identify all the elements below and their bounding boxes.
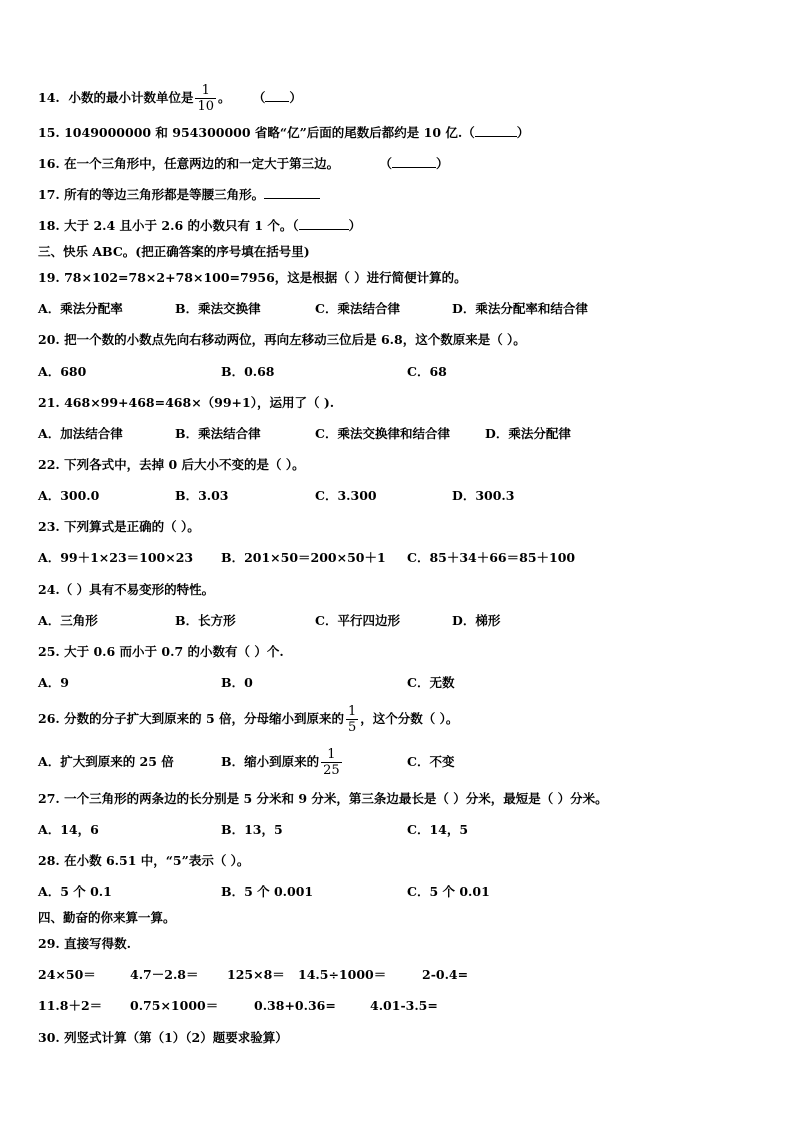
option-d[interactable]: D．梯形 xyxy=(452,613,501,628)
option-c[interactable]: C．85＋34＋66＝85＋100 xyxy=(407,550,576,565)
question-text: 小数的最小计数单位是 xyxy=(68,90,194,105)
question-26 xyxy=(38,702,458,736)
option-c[interactable]: C．14，5 xyxy=(407,822,469,837)
section-heading-4: 四、勤奋的你来算一算。 xyxy=(38,910,176,925)
question-number: 18. xyxy=(38,218,60,233)
section-heading-3: 三、快乐 ABC。(把正确答案的序号填在括号里) xyxy=(38,244,310,259)
answer-blank[interactable] xyxy=(392,155,436,168)
option-b[interactable]: B．5 个 0.001 xyxy=(221,884,314,899)
option-a[interactable]: A．5 个 0.1 xyxy=(38,884,112,899)
option-b[interactable] xyxy=(221,744,344,780)
question-21: 21. 468×99+468=468×（99+1），运用了（ ). xyxy=(38,395,335,410)
question-text-tail: ，这个分数（ ）。 xyxy=(360,711,459,726)
question-28: 28. 在小数 6.51 中，“5”表示（ ）。 xyxy=(38,853,250,868)
calc-item: 4.01-3.5= xyxy=(370,998,438,1013)
answer-blank[interactable] xyxy=(475,124,517,137)
option-a[interactable]: A．乘法分配率 xyxy=(38,301,123,316)
calc-item: 0.38+0.36= xyxy=(254,998,336,1013)
option-c[interactable]: C．乘法交换律和结合律 xyxy=(315,426,450,441)
question-number: 14. xyxy=(38,90,60,105)
fraction-numerator: 1 xyxy=(348,704,357,719)
question-16 xyxy=(38,155,449,173)
fraction-denominator: 25 xyxy=(323,763,340,778)
question-14 xyxy=(38,84,302,113)
question-19: 19. 78×102=78×2+78×100=7956，这是根据（ ）进行简便计算的。 xyxy=(38,270,467,285)
fraction-numerator: 1 xyxy=(195,84,216,99)
option-b[interactable]: B．乘法交换律 xyxy=(175,301,261,316)
question-text: 26. 分数的分子扩大到原来的 5 倍，分母缩小到原来的 xyxy=(38,711,345,726)
option-b[interactable]: B．13，5 xyxy=(221,822,283,837)
paren-close: ） xyxy=(348,218,362,233)
option-d[interactable]: D．乘法分配律 xyxy=(485,426,571,441)
option-c[interactable]: C．68 xyxy=(407,364,447,379)
fraction-denominator: 10 xyxy=(197,99,215,114)
option-d[interactable]: D．300.3 xyxy=(452,488,515,503)
option-a[interactable]: A．扩大到原来的 25 倍 xyxy=(38,754,174,769)
question-text: 大于 2.4 且小于 2.6 的小数只有 1 个。（ xyxy=(64,218,299,233)
calc-item: 24×50＝ xyxy=(38,967,96,982)
option-a[interactable]: A．加法结合律 xyxy=(38,426,123,441)
question-text: 所有的等边三角形都是等腰三角形。 xyxy=(64,187,265,202)
option-b[interactable]: B．0.68 xyxy=(221,364,275,379)
question-30: 30. 列竖式计算（第（1）（2）题要求验算） xyxy=(38,1030,288,1045)
question-15 xyxy=(38,124,529,142)
question-text: 1049000000 和 954300000 省略“亿”后面的尾数后都约是 10 亿.（ xyxy=(64,125,475,140)
option-a[interactable]: A．300.0 xyxy=(38,488,100,503)
fraction xyxy=(346,705,358,734)
option-c[interactable]: C．乘法结合律 xyxy=(315,301,400,316)
question-27: 27. 一个三角形的两条边的长分别是 5 分米和 9 分米，第三条边最长是（ ）分米，最短是（ ）分米。 xyxy=(38,791,608,806)
question-20: 20. 把一个数的小数点先向右移动两位，再向左移动三位后是 6.8，这个数原来是（ ）。 xyxy=(38,332,526,347)
answer-blank[interactable] xyxy=(265,89,289,102)
question-25: 25. 大于 0.6 而小于 0.7 的小数有（ ）个. xyxy=(38,644,284,659)
punctuation: 。 xyxy=(218,90,231,105)
question-22: 22. 下列各式中，去掉 0 后大小不变的是（ ）。 xyxy=(38,457,305,472)
option-c[interactable]: C．无数 xyxy=(407,675,455,690)
question-18 xyxy=(38,217,361,235)
paren-close: ） xyxy=(289,90,302,105)
paren-close: ） xyxy=(436,156,449,171)
option-b[interactable]: B．3.03 xyxy=(175,488,229,503)
calc-item: 0.75×1000＝ xyxy=(130,998,219,1013)
paren-close: ） xyxy=(516,125,530,140)
question-number: 15. xyxy=(38,125,60,140)
option-a[interactable]: A．9 xyxy=(38,675,69,690)
calc-item: 11.8＋2＝ xyxy=(38,998,103,1013)
calc-item: 2-0.4= xyxy=(422,967,469,982)
calc-item: 4.7－2.8＝ xyxy=(130,967,199,982)
option-b[interactable]: B．长方形 xyxy=(175,613,236,628)
answer-blank[interactable] xyxy=(264,186,320,199)
paren-open: （ xyxy=(252,90,266,105)
question-29: 29. 直接写得数. xyxy=(38,936,131,951)
fraction-denominator: 5 xyxy=(348,720,357,735)
fraction xyxy=(321,748,342,777)
option-a[interactable]: A．99＋1×23＝100×23 xyxy=(38,550,194,565)
question-24: 24.（ ）具有不易变形的特性。 xyxy=(38,582,215,597)
option-d[interactable]: D．乘法分配率和结合律 xyxy=(452,301,588,316)
option-c[interactable]: C．3.300 xyxy=(315,488,377,503)
option-c[interactable]: C．不变 xyxy=(407,754,455,769)
question-17 xyxy=(38,186,320,204)
option-b[interactable]: B．乘法结合律 xyxy=(175,426,261,441)
option-c[interactable]: C．平行四边形 xyxy=(315,613,400,628)
option-b[interactable]: B．0 xyxy=(221,675,253,690)
option-a[interactable]: A．14，6 xyxy=(38,822,99,837)
option-b-text: B．缩小到原来的 xyxy=(221,754,320,769)
question-23: 23. 下列算式是正确的（ ）。 xyxy=(38,519,200,534)
fraction-numerator: 1 xyxy=(321,748,342,763)
fraction xyxy=(195,84,216,113)
paren-open: （ xyxy=(379,156,392,171)
calc-item: 14.5÷1000＝ xyxy=(298,967,387,982)
option-a[interactable]: A．680 xyxy=(38,364,87,379)
options-26 xyxy=(38,744,754,780)
question-number: 17. xyxy=(38,187,60,202)
answer-blank[interactable] xyxy=(299,217,349,230)
calc-item: 125×8＝ xyxy=(227,967,285,982)
question-number: 16. xyxy=(38,156,60,171)
question-text: 在一个三角形中，任意两边的和一定大于第三边。 xyxy=(64,156,340,171)
option-c[interactable]: C．5 个 0.01 xyxy=(407,884,490,899)
option-a[interactable]: A．三角形 xyxy=(38,613,98,628)
option-b[interactable]: B．201×50＝200×50＋1 xyxy=(221,550,386,565)
